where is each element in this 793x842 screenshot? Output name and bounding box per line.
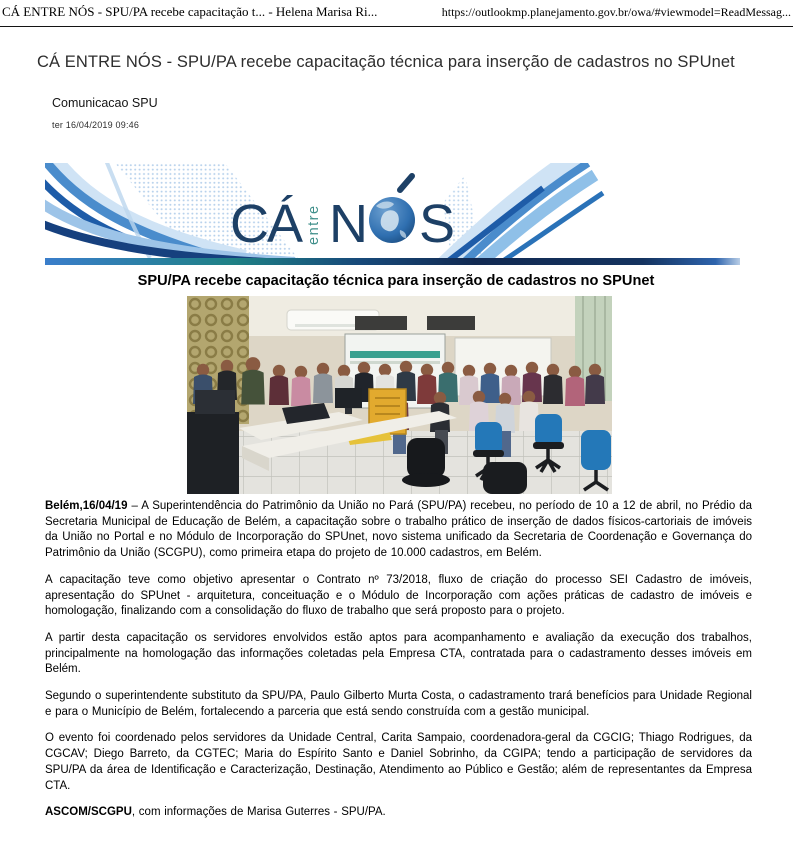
ca-entre-nos-logo (230, 176, 455, 254)
logo-text-n: N (329, 194, 368, 254)
logo-text-entre: entre (306, 204, 322, 245)
accent-mark (400, 176, 412, 190)
group-photo-classroom (187, 296, 612, 494)
paragraph-text: A partir desta capacitação os servidores envolvidos estão aptos para acompanhamento e avaliação da execução dos trabalhos, principalmente na homologação das informações coletadas pela Empresa CTA, contratada para o cadastramento desses imóveis em Belém. (45, 631, 752, 676)
print-header (0, 0, 793, 27)
banner-bottom-bar (45, 258, 740, 265)
email-subject: CÁ ENTRE NÓS - SPU/PA recebe capacitação técnica para inserção de cadastros no SPUnet (37, 53, 735, 71)
paragraph (45, 499, 752, 562)
paragraph (45, 573, 752, 620)
logo-text-ca: CÁ (230, 194, 302, 254)
paragraph-text: Segundo o superintendente substituto da SPU/PA, Paulo Gilberto Murta Costa, o cadastramento trará benefícios para Unidade Regional e para o Município de Belém, fortalecendo a parceria que está sendo construída com a gestão municipal. (45, 690, 752, 718)
paragraph (45, 689, 752, 720)
paragraph-text: – A Superintendência do Patrimônio da União no Pará (SPU/PA) recebeu, no período de 10 a 12 de abril, no Prédio da Secretaria Municipal de Educação de Belém, a capacitação sobre o trabalho prático de inserção de dados físicos-cartoriais de imóveis da União no Portal e no Módulo de Incorporação do SPUnet, novo sistema unificado da Secretaria de Coordenação e Governança do Patrimônio da União (SCGPU), como primeira etapa do projeto de 10.000 cadastros, em Belém. (45, 500, 752, 560)
banner-right-wave-graphic (438, 163, 603, 265)
print-header-title: CÁ ENTRE NÓS - SPU/PA recebe capacitação t... - Helena Marisa Ri... (2, 4, 378, 19)
paragraph-footer (45, 805, 752, 821)
banner-graphic (45, 163, 740, 265)
paragraph-text: , com informações de Marisa Guterres - SPU/PA. (131, 806, 386, 819)
logo-text-s: S (419, 194, 456, 254)
ca-entre-nos-banner (45, 163, 740, 265)
email-sender: Comunicacao SPU (52, 96, 158, 110)
globe-icon (369, 176, 415, 243)
paragraph-text: A capacitação teve como objetivo apresentar o Contrato nº 73/2018, fluxo de criação do processo SEI Cadastro de imóveis, apresentação do SPUnet - arquitetura, conceituação e o Módulo de Incorporação com ações práticas de cadastro de imóveis e homologação, finalizando com a consolidação do fluxo de trabalho que será proposto para o projeto. (45, 573, 752, 618)
paragraph-text: O evento foi coordenado pelos servidores da Unidade Central, Carita Sampaio, coordenadora-geral da CGCIG; Thiago Rodrigues, da CGCAV; Diego Barreto, da CGTEC; Maria do Espírito Santo e Daniel Sobrinho, da CGIPA; tendo a participação de servidores da SPU/PA da área de Identificação e Caracterização, Destinação, Atendimento ao Público e Gestão; além de representantes da Empresa CTA. (45, 732, 752, 792)
article-headline: SPU/PA recebe capacitação técnica para inserção de cadastros no SPUnet (137, 273, 655, 289)
paragraph (45, 731, 752, 794)
paragraph-lead: ASCOM/SCGPU (45, 806, 132, 819)
paragraph-lead: Belém,16/04/19 (45, 500, 128, 512)
article-photo (187, 296, 612, 494)
email-date: ter 16/04/2019 09:46 (52, 120, 140, 130)
article-body (45, 499, 752, 832)
paragraph (45, 631, 752, 678)
print-header-url: https://outlookmp.planejamento.gov.br/owa/#viewmodel=ReadMessag... (441, 5, 791, 19)
